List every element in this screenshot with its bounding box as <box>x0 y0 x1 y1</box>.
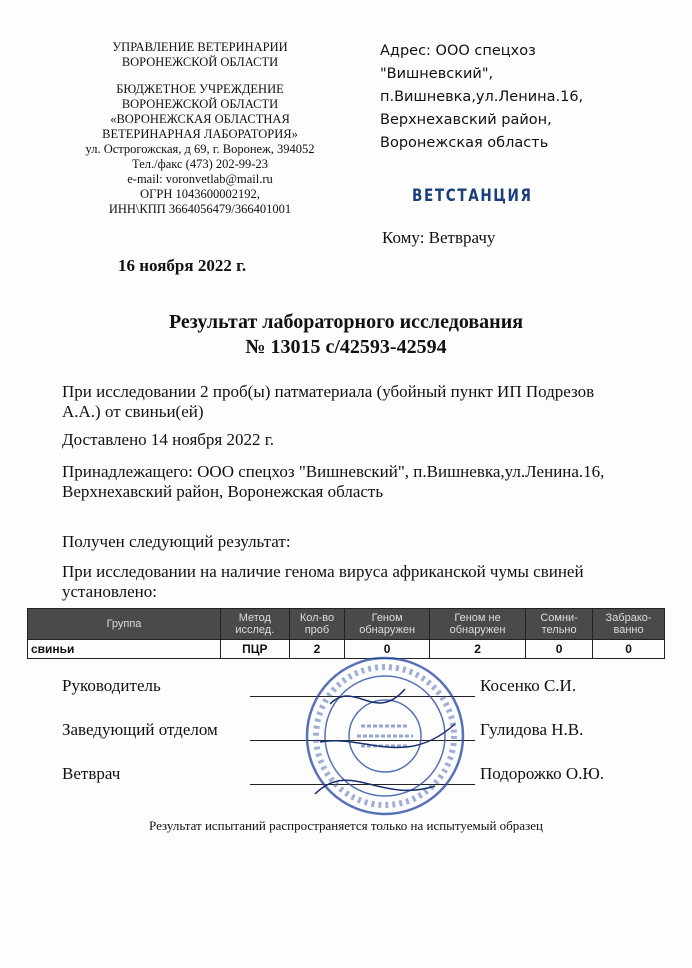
column-header: Сомни-тельно <box>526 609 593 640</box>
cell: ПЦР <box>221 640 290 659</box>
signature-name: Косенко С.И. <box>480 676 577 695</box>
signature-role: Заведующий отделом <box>62 720 218 739</box>
recipient-address <box>380 40 583 155</box>
cell: 2 <box>429 640 525 659</box>
document-title <box>0 310 692 360</box>
vetstation-stamp: ВЕТСТАНЦИЯ <box>412 186 533 206</box>
address-line: Воронежская область <box>380 135 549 151</box>
cell: 0 <box>593 640 665 659</box>
header-line: ОГРН 1043600002192, <box>140 187 260 201</box>
official-seal <box>295 654 475 819</box>
address-line: Верхнехавский район, <box>380 112 552 128</box>
cell: 0 <box>345 640 430 659</box>
header-line: ВЕТЕРИНАРНАЯ ЛАБОРАТОРИЯ» <box>102 127 298 141</box>
paragraph: При исследовании 2 проб(ы) патматериала (убойный пункт ИП Подрезов А.А.) от свиньи(ей) <box>62 382 595 421</box>
issuer-header <box>70 40 330 217</box>
column-header: Метод исслед. <box>221 609 290 640</box>
header-line: БЮДЖЕТНОЕ УЧРЕЖДЕНИЕ <box>116 82 284 96</box>
column-header: Геном обнаружен <box>345 609 430 640</box>
signature-name: Подорожко О.Ю. <box>480 764 605 783</box>
header-line: ВОРОНЕЖСКОЙ ОБЛАСТИ <box>121 55 279 69</box>
signature-role: Руководитель <box>62 676 161 695</box>
cell: 2 <box>289 640 345 659</box>
cell: 0 <box>526 640 593 659</box>
footer-note: Результат испытаний распространяется только на испытуемый образец <box>149 818 543 833</box>
header-line: ул. Острогожская, д 69, г. Воронеж, 394052 <box>85 142 315 156</box>
column-header: Забрако-ванно <box>593 609 665 640</box>
column-header: Геном не обнаружен <box>429 609 525 640</box>
address-line: Адрес: ООО спецхоз <box>380 43 536 59</box>
paragraph: При исследовании на наличие генома вируса африканской чумы свиней установлено: <box>62 562 584 601</box>
document-date: 16 ноября 2022 г. <box>118 256 247 275</box>
signature-role: Ветврач <box>62 764 121 783</box>
header-line: ИНН\КПП 3664056479/366401001 <box>108 202 292 216</box>
paragraph: Получен следующий результат: <box>62 532 291 551</box>
paragraph: Принадлежащего: ООО спецхоз "Вишневский", п.Вишневка,ул.Ленина.16, Верхнехавский район, Воронежская область <box>62 462 605 501</box>
column-header: Группа <box>28 609 221 640</box>
results-table <box>27 608 665 659</box>
header-line: «ВОРОНЕЖСКАЯ ОБЛАСТНАЯ <box>110 112 290 126</box>
signature-name: Гулидова Н.В. <box>480 720 584 739</box>
document-number: № 13015 с/42593-42594 <box>245 336 447 358</box>
title-line: Результат лабораторного исследования <box>168 311 524 333</box>
header-line: Тел./факс (473) 202-99-23 <box>132 157 268 171</box>
header-line: ВОРОНЕЖСКОЙ ОБЛАСТИ <box>121 97 279 111</box>
paragraph: Доставлено 14 ноября 2022 г. <box>62 430 275 449</box>
header-line: УПРАВЛЕНИЕ ВЕТЕРИНАРИИ <box>112 40 288 54</box>
header-line: e-mail: voronvetlab@mail.ru <box>127 172 273 186</box>
recipient: Кому: Ветврачу <box>382 228 496 247</box>
cell: свиньи <box>28 640 221 659</box>
address-line: "Вишневский", <box>380 66 494 82</box>
column-header: Кол-во проб <box>289 609 345 640</box>
address-line: п.Вишневка,ул.Ленина.16, <box>380 89 584 105</box>
